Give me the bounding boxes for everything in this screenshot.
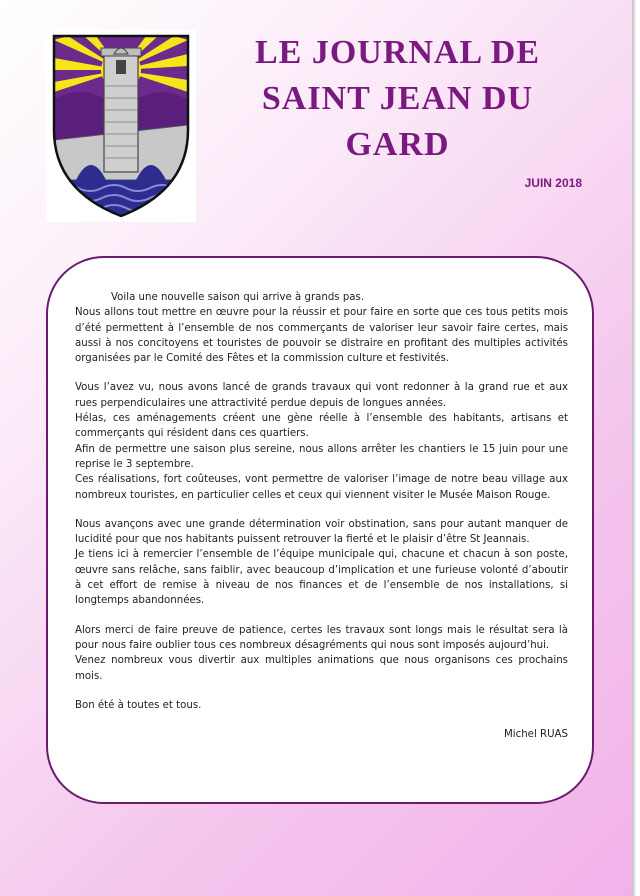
paragraph-intro: Voila une nouvelle saison qui arrive à grands pas.: [111, 292, 365, 303]
journal-title: [200, 30, 595, 168]
editorial-text: [75, 290, 568, 742]
paragraph: Afin de permettre une saison plus sereine, nous allons arrêter les chantiers le 15 juin pour une reprise le 3 septembre.: [75, 443, 568, 470]
paragraph: Vous l’avez vu, nous avons lancé de grands travaux qui vont redonner à la grand rue et aux rues perpendiculaires une attractivité perdue depuis de longues années.: [75, 382, 568, 409]
closing-line: Bon été à toutes et tous.: [75, 699, 202, 711]
title-line-2: SAINT JEAN DU: [261, 80, 534, 117]
paragraph: Nous avançons avec une grande détermination voir obstination, sans pour autant manquer de lucidité pour que nos habitants puissent retrouver la fierté et le plaisir d’être St Jeannais.: [75, 518, 568, 546]
title-line-1: LE JOURNAL DE: [254, 34, 541, 71]
paragraph: Nous allons tout mettre en œuvre pour la réussir et pour faire en sorte que ces tous petits mois d’été permettent à l’ensemble de nos commerçants de valoriser leur savoir faire certes, mais aussi à nos concitoyens et touristes de pouvoir se distraire en profitant des multiples activités organisées par le Comité des Fêtes et la commission culture et festivités.: [75, 307, 568, 365]
paragraph: Alors merci de faire preuve de patience, certes les travaux sont longs mais le résultat sera là pour nous faire oublier tous ces nombreux désagréments qui nous sont imposés aujourd’hui.: [75, 624, 568, 651]
signature: Michel RUAS: [504, 729, 568, 741]
issue-date: JUIN 2018: [524, 176, 582, 190]
paragraph: Hélas, ces aménagements créent une gène réelle à l’ensemble des habitants, artisans et commerçants qui résident dans ces quartiers.: [75, 413, 568, 440]
paragraph: Je tiens ici à remercier l’ensemble de l’équipe municipale qui, chacune et chacun à son poste, œuvre sans relâche, sans faiblir, avec beaucoup d’implication et une furieuse volonté d’aboutir à cet effort de remise à niveau de nos finances et de l’ensemble de nos installations, si longtemps abandonnées.: [75, 549, 568, 607]
coat-of-arms-icon: [46, 30, 196, 222]
title-line-3: GARD: [345, 126, 450, 163]
paragraph: Venez nombreux vous divertir aux multiples animations que nous organisons ces prochains mois.: [75, 655, 568, 682]
paragraph: Ces réalisations, fort coûteuses, vont permettre de valoriser l’image de notre beau village aux nombreux touristes, en particulier celles et ceux qui viennent visiter le Musée Maison Rouge.: [75, 474, 568, 501]
